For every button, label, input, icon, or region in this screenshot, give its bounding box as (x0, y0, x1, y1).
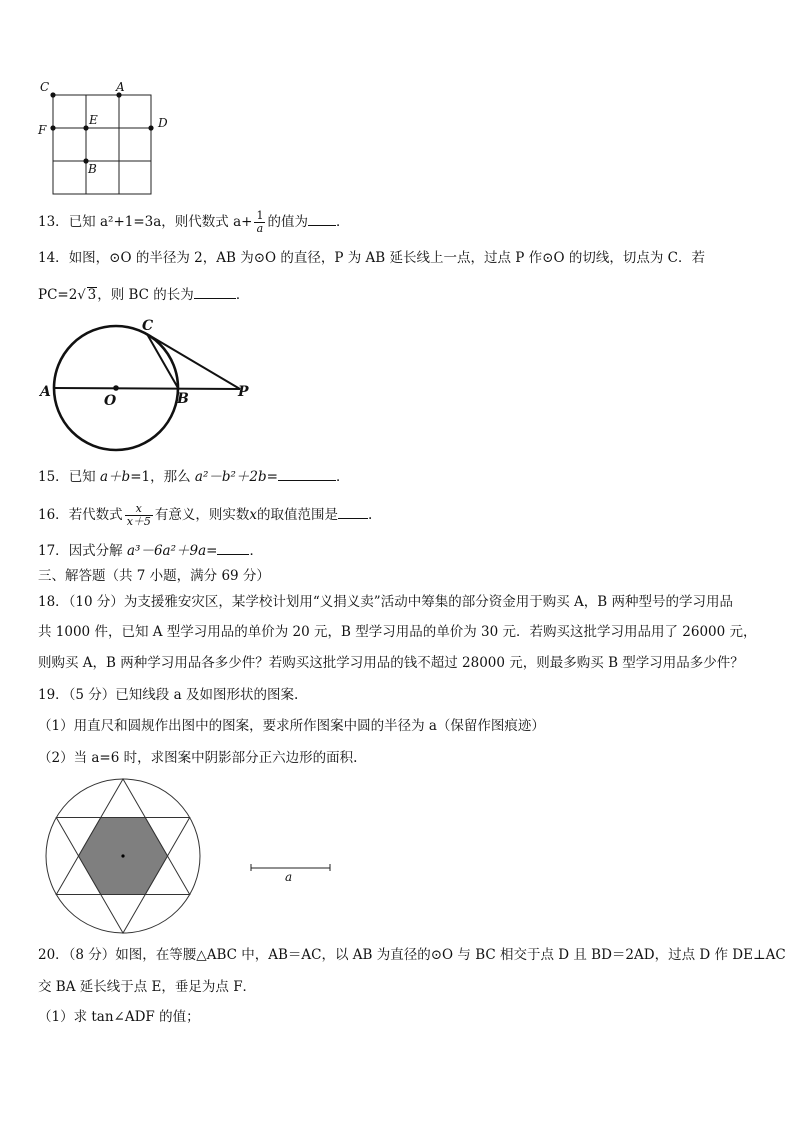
question-20-part1: （1）求 tan∠ADF 的值； (38, 1009, 200, 1025)
q14-number: 14． (38, 250, 69, 266)
question-16 (38, 503, 372, 528)
q16-text-post: 的取值范围是 (257, 507, 339, 523)
question-17 (38, 540, 263, 561)
q17-end: ． (249, 543, 263, 559)
label-fig-c: C (142, 318, 154, 334)
sqrt-icon: √ (77, 288, 86, 303)
q16-frac-den: x＋5 (126, 515, 151, 528)
center-o-dot (113, 385, 119, 391)
q14-line2-pre: PC=2 (38, 287, 78, 303)
question-20-line2: 交 BA 延长线于点 E，垂足为点 F． (38, 979, 257, 995)
question-19-line1: 19．（5 分）已知线段 a 及如图形状的图案. (38, 687, 299, 703)
q15-expr1: a＋b (99, 469, 131, 485)
question-18-line3: 则购买 A，B 两种学习用品各多少件？若购买这批学习用品的钱不超过 28000 元，则最多购买 B 型学习用品多少件？ (38, 655, 744, 671)
star-hexagon-figure (40, 776, 210, 936)
q13-frac-num: 1 (256, 209, 264, 222)
q15-text-post: = (266, 469, 278, 485)
label-fig-p: P (238, 384, 249, 400)
label-fig-b: B (177, 391, 189, 407)
q14-line1: 如图，⊙O 的半径为 2，AB 为⊙O 的直径，P 为 AB 延长线上一点，过点 P 作⊙O 的切线，切点为 C．若 (68, 250, 705, 266)
q15-text-mid: =1，那么 (130, 469, 195, 485)
q16-fraction (125, 503, 153, 528)
label-e: E (89, 113, 98, 127)
q16-end: . (368, 507, 373, 523)
question-18-line1: 18．（10 分）为支援雅安灾区，某学校计划用“义捐义卖”活动中筹集的部分资金用于购买 A，B 两种型号的学习用品 (38, 594, 733, 610)
point-e (83, 125, 88, 130)
q14-line2-post: ，则 BC 的长为 (97, 287, 194, 303)
q13-answer-blank[interactable] (308, 211, 336, 226)
grid-figure-svg (34, 78, 164, 198)
question-15 (38, 466, 349, 487)
q14-sqrt-value: 3 (87, 287, 97, 303)
question-20-line1: 20．（8 分）如图，在等腰△ABC 中，AB＝AC，以 AB 为直径的⊙O 与 BC 相交于点 D 且 BD＝2AD，过点 D 作 DE⊥AC (38, 947, 786, 963)
q15-number: 15． (38, 469, 69, 485)
q13-end: ． (335, 214, 350, 230)
q16-number: 16． (38, 507, 69, 523)
q13-number: 13． (38, 214, 69, 230)
q16-answer-blank[interactable] (338, 504, 368, 519)
q15-text-pre: 已知 (68, 469, 100, 485)
q16-var: x (249, 507, 258, 523)
grid-figure (34, 78, 168, 198)
label-a: A (116, 80, 125, 94)
question-13 (38, 210, 349, 235)
q17-expr: a³－6a²＋9a (126, 543, 207, 559)
q17-number: 17． (38, 543, 69, 559)
q17-answer-blank[interactable] (217, 540, 249, 555)
q15-expr2: a²－b²＋2b (194, 469, 267, 485)
q13-text-post: 的值为 (267, 214, 308, 230)
q16-text-pre: 若代数式 (68, 507, 123, 523)
point-f (50, 125, 55, 130)
segment-a-label: a (285, 870, 293, 884)
label-fig-a: A (40, 384, 51, 400)
label-f: F (38, 123, 47, 137)
segment-a-figure (248, 860, 334, 890)
label-d: D (158, 116, 168, 130)
circle-tangent-figure (36, 316, 266, 456)
question-18-line2: 共 1000 件，已知 A 型学习用品的单价为 20 元，B 型学习用品的单价为 30 元．若购买这批学习用品用了 26000 元， (38, 624, 757, 640)
question-14-line1 (38, 248, 705, 268)
label-fig-o: O (104, 393, 117, 409)
q13-frac-den: a (256, 222, 264, 235)
q16-frac-num: x (125, 503, 153, 516)
label-b: B (88, 162, 97, 176)
q17-text-post: = (206, 543, 218, 559)
q13-fraction (254, 210, 265, 235)
star-hexagon-svg (40, 776, 210, 936)
q15-answer-blank[interactable] (278, 466, 336, 481)
circle-tangent-svg (36, 316, 266, 456)
q15-end: ． (335, 469, 350, 485)
q14-answer-blank[interactable] (194, 284, 236, 299)
label-c: C (40, 80, 50, 94)
q14-end: ． (235, 287, 250, 303)
q16-text-mid: 有意义，则实数 (154, 507, 250, 523)
question-19-part2: （2）当 a=6 时，求图案中阴影部分正六边形的面积. (38, 750, 358, 766)
q17-text-pre: 因式分解 (68, 543, 127, 559)
point-d (148, 125, 153, 130)
question-19-part1: （1）用直尺和圆规作出图中的图案，要求所作图案中圆的半径为 a（保留作图痕迹） (38, 718, 545, 734)
point-c (50, 92, 55, 97)
q13-text-pre: 已知 a²+1=3a，则代数式 a+ (68, 214, 253, 230)
hexagon-center-dot (121, 854, 124, 857)
section-3-heading: 三、解答题（共 7 小题，满分 69 分） (38, 568, 270, 584)
question-14-line2 (38, 284, 249, 306)
